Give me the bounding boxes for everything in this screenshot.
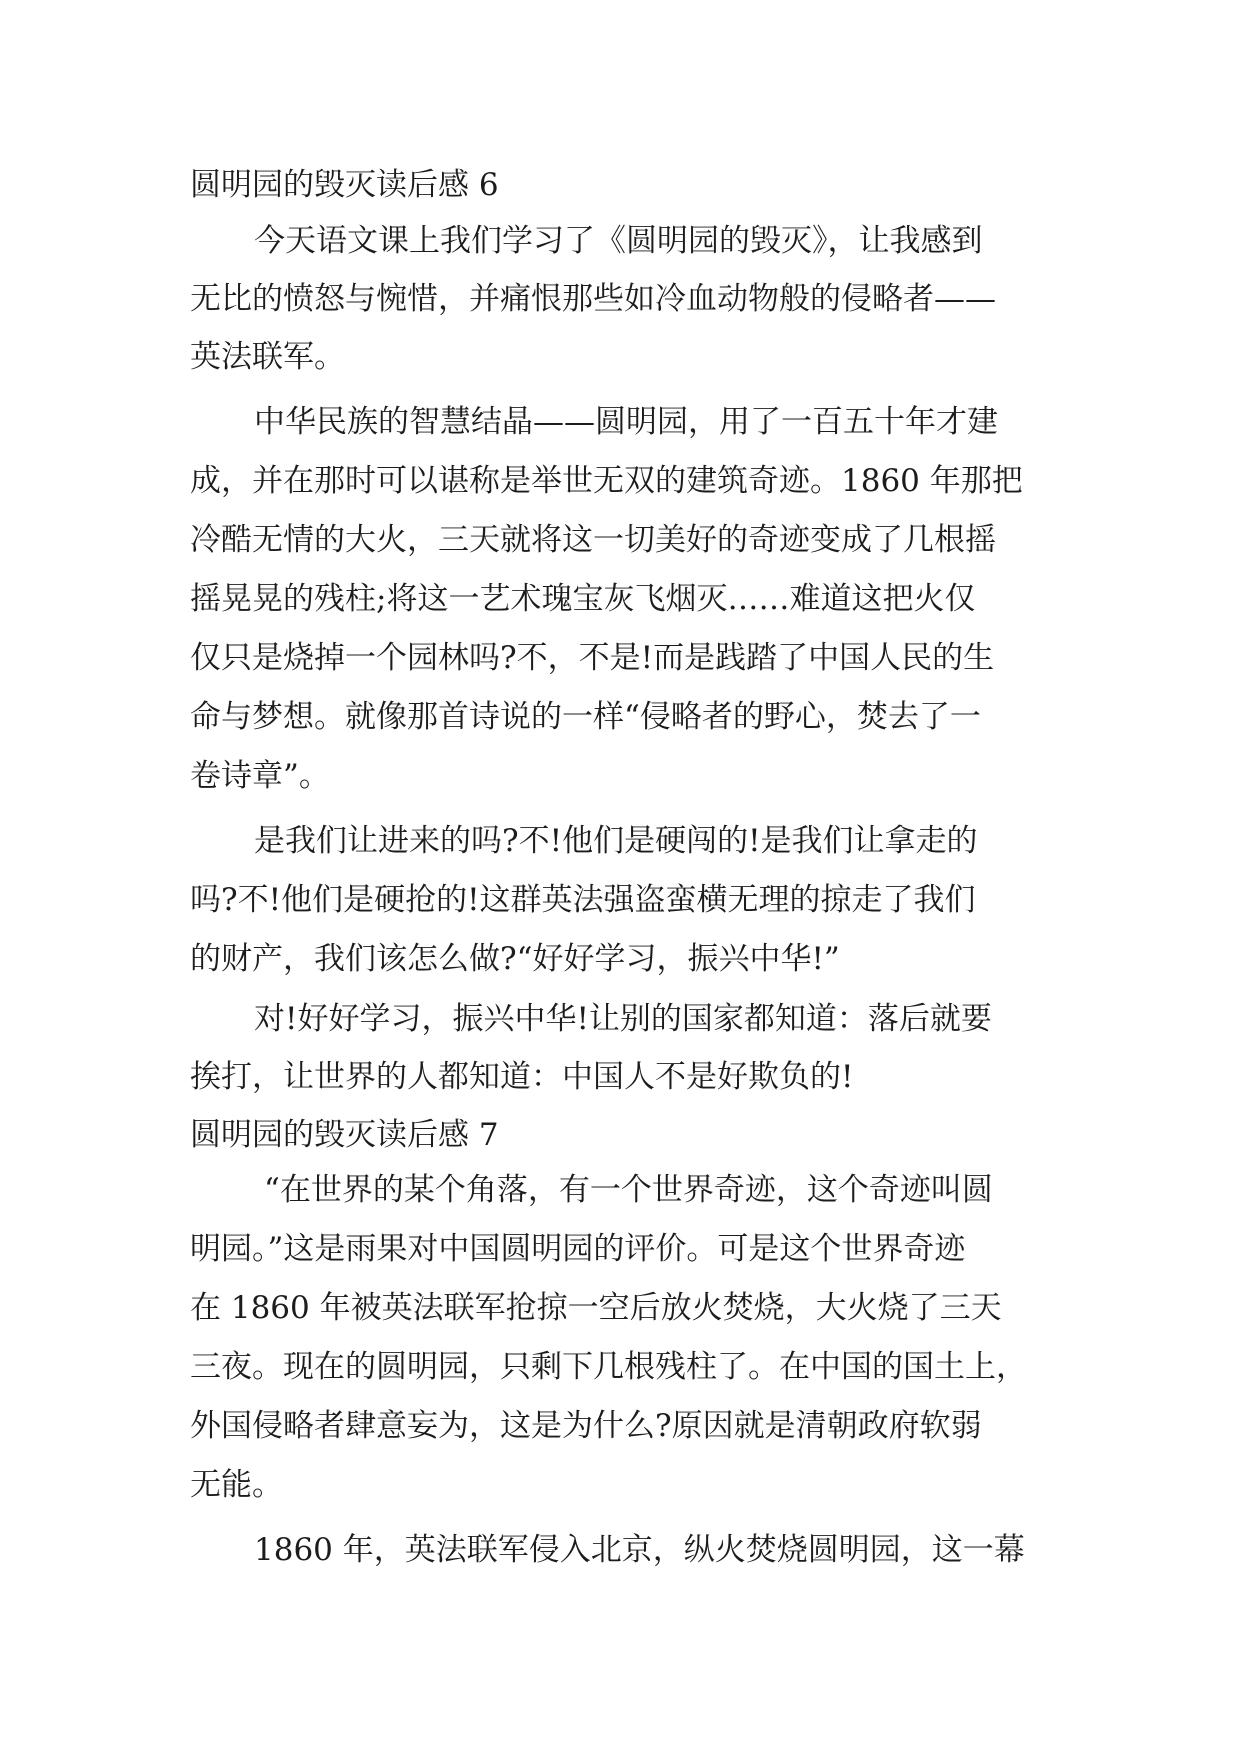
paragraph-line: 无比的愤怒与惋惜，并痛恨那些如冷血动物般的侵略者—— — [190, 281, 996, 317]
essay-title-6: 圆明园的毁灭读后感 6 — [190, 167, 499, 203]
paragraph-line: 卷诗章”。 — [190, 758, 330, 794]
paragraph-line: 的财产，我们该怎么做?“好好学习，振兴中华!” — [190, 941, 840, 977]
paragraph-line: 英法联军。 — [190, 339, 345, 375]
paragraph-line: 冷酷无情的大火，三天就将这一切美好的奇迹变成了几根摇 — [190, 522, 996, 558]
paragraph-line: 三夜。现在的圆明园，只剩下几根残柱了。在中国的国土上， — [190, 1349, 1027, 1385]
paragraph-line: “在世界的某个角落，有一个世界奇迹，这个奇迹叫圆 — [264, 1172, 993, 1208]
paragraph-line: 对!好好学习，振兴中华!让别的国家都知道：落后就要 — [254, 1001, 992, 1037]
paragraph-line: 明园。”这是雨果对中国圆明园的评价。可是这个世界奇迹 — [190, 1231, 966, 1267]
paragraph-line: 1860 年，英法联军侵入北京，纵火焚烧圆明园，这一幕 — [254, 1532, 1025, 1568]
paragraph-line: 摇晃晃的残柱;将这一艺术瑰宝灰飞烟灭……难道这把火仅 — [190, 581, 976, 617]
paragraph-line: 在 1860 年被英法联军抢掠一空后放火焚烧，大火烧了三天 — [190, 1290, 1002, 1326]
paragraph-line: 外国侵略者肆意妄为，这是为什么?原因就是清朝政府软弱 — [190, 1408, 982, 1444]
paragraph-line: 是我们让进来的吗?不!他们是硬闯的!是我们让拿走的 — [254, 823, 978, 859]
paragraph-line: 挨打，让世界的人都知道：中国人不是好欺负的! — [190, 1059, 854, 1095]
paragraph-line: 今天语文课上我们学习了《圆明园的毁灭》，让我感到 — [254, 223, 983, 259]
paragraph-line: 仅只是烧掉一个园林吗?不，不是!而是践踏了中国人民的生 — [190, 640, 995, 676]
paragraph-line: 吗?不!他们是硬抢的!这群英法强盗蛮横无理的掠走了我们 — [190, 882, 976, 918]
paragraph-line: 无能。 — [190, 1467, 283, 1503]
paragraph-line: 中华民族的智慧结晶——圆明园，用了一百五十年才建 — [254, 404, 998, 440]
essay-title-7: 圆明园的毁灭读后感 7 — [190, 1117, 499, 1153]
paragraph-line: 成，并在那时可以谌称是举世无双的建筑奇迹。1860 年那把 — [190, 463, 1023, 499]
paragraph-line: 命与梦想。就像那首诗说的一样“侵略者的野心，焚去了一 — [190, 699, 981, 735]
